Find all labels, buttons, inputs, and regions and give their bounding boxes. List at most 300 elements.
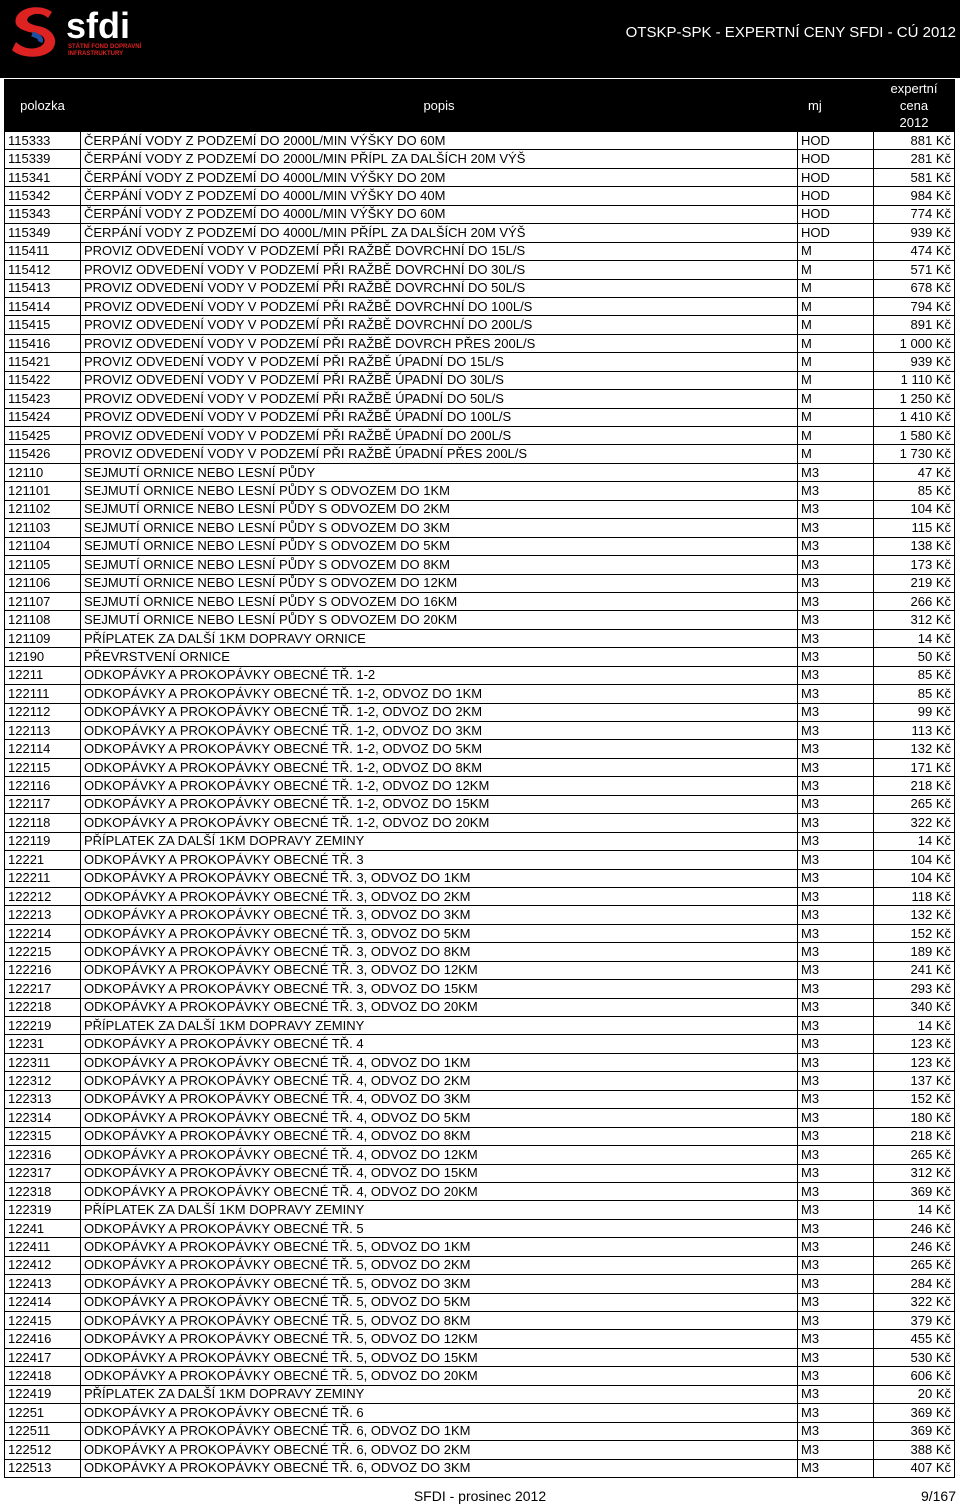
cell-unit: M3 (798, 1164, 874, 1182)
cell-desc: PROVIZ ODVEDENÍ VODY V PODZEMÍ PŘI RAŽBĚ DOVRCHNÍ DO 30L/S (81, 261, 798, 279)
cell-desc: ODKOPÁVKY A PROKOPÁVKY OBECNÉ TŘ. 4, ODVOZ DO 5KM (81, 1109, 798, 1127)
table-row (5, 666, 955, 684)
cell-code: 122212 (5, 887, 81, 905)
cell-unit: M3 (798, 961, 874, 979)
cell-unit: M3 (798, 777, 874, 795)
cell-price: 322 Kč (874, 1293, 955, 1311)
logo-wordmark: sfdi (66, 5, 131, 46)
cell-price: 14 Kč (874, 832, 955, 850)
cell-price: 284 Kč (874, 1275, 955, 1293)
table-row (5, 519, 955, 537)
cell-price: 606 Kč (874, 1367, 955, 1385)
cell-desc: ODKOPÁVKY A PROKOPÁVKY OBECNÉ TŘ. 6, ODVOZ DO 1KM (81, 1422, 798, 1440)
cell-desc: PROVIZ ODVEDENÍ VODY V PODZEMÍ PŘI RAŽBĚ DOVRCHNÍ DO 200L/S (81, 316, 798, 334)
cell-code: 122112 (5, 703, 81, 721)
cell-unit: M3 (798, 1312, 874, 1330)
cell-unit: M3 (798, 832, 874, 850)
cell-price: 891 Kč (874, 316, 955, 334)
cell-price: 678 Kč (874, 279, 955, 297)
page-header (0, 0, 960, 78)
cell-unit: M3 (798, 998, 874, 1016)
cell-code: 115425 (5, 427, 81, 445)
cell-code: 12221 (5, 851, 81, 869)
cell-desc: PROVIZ ODVEDENÍ VODY V PODZEMÍ PŘI RAŽBĚ DOVRCH PŘES 200L/S (81, 334, 798, 352)
cell-price: 312 Kč (874, 611, 955, 629)
cell-desc: ODKOPÁVKY A PROKOPÁVKY OBECNÉ TŘ. 3, ODVOZ DO 8KM (81, 943, 798, 961)
cell-unit: M (798, 279, 874, 297)
table-row (5, 924, 955, 942)
table-row (5, 943, 955, 961)
cell-price: 14 Kč (874, 1017, 955, 1035)
table-row (5, 1441, 955, 1459)
cell-code: 122412 (5, 1256, 81, 1274)
table-row (5, 1072, 955, 1090)
cell-desc: ODKOPÁVKY A PROKOPÁVKY OBECNÉ TŘ. 4 (81, 1035, 798, 1053)
cell-price: 219 Kč (874, 574, 955, 592)
table-row (5, 1459, 955, 1477)
table-row (5, 777, 955, 795)
table-row (5, 242, 955, 260)
cell-price: 14 Kč (874, 629, 955, 647)
cell-price: 939 Kč (874, 353, 955, 371)
cell-unit: M3 (798, 1348, 874, 1366)
col-header-desc: popis (81, 80, 798, 132)
cell-desc: PŘÍPLATEK ZA DALŠÍ 1KM DOPRAVY ORNICE (81, 629, 798, 647)
cell-code: 122415 (5, 1312, 81, 1330)
cell-unit: M3 (798, 1459, 874, 1477)
table-row (5, 851, 955, 869)
cell-unit: M3 (798, 592, 874, 610)
cell-code: 122214 (5, 924, 81, 942)
cell-price: 123 Kč (874, 1035, 955, 1053)
table-row (5, 463, 955, 481)
cell-desc: PROVIZ ODVEDENÍ VODY V PODZEMÍ PŘI RAŽBĚ ÚPADNÍ DO 100L/S (81, 408, 798, 426)
cell-code: 122219 (5, 1017, 81, 1035)
cell-price: 85 Kč (874, 482, 955, 500)
cell-price: 104 Kč (874, 869, 955, 887)
cell-price: 20 Kč (874, 1385, 955, 1403)
table-row (5, 887, 955, 905)
cell-price: 571 Kč (874, 261, 955, 279)
cell-code: 115415 (5, 316, 81, 334)
cell-unit: M (798, 261, 874, 279)
cell-price: 340 Kč (874, 998, 955, 1016)
cell-unit: M3 (798, 1109, 874, 1127)
table-row (5, 1182, 955, 1200)
cell-desc: ODKOPÁVKY A PROKOPÁVKY OBECNÉ TŘ. 5, ODVOZ DO 15KM (81, 1348, 798, 1366)
cell-code: 115416 (5, 334, 81, 352)
cell-price: 369 Kč (874, 1422, 955, 1440)
cell-desc: SEJMUTÍ ORNICE NEBO LESNÍ PŮDY S ODVOZEM DO 3KM (81, 519, 798, 537)
table-row (5, 906, 955, 924)
cell-unit: M (798, 242, 874, 260)
cell-desc: PŘÍPLATEK ZA DALŠÍ 1KM DOPRAVY ZEMINY (81, 1385, 798, 1403)
cell-price: 152 Kč (874, 1090, 955, 1108)
cell-price: 1 580 Kč (874, 427, 955, 445)
table-row (5, 980, 955, 998)
cell-desc: ČERPÁNÍ VODY Z PODZEMÍ DO 4000L/MIN VÝŠKY DO 40M (81, 187, 798, 205)
cell-desc: ODKOPÁVKY A PROKOPÁVKY OBECNÉ TŘ. 6, ODVOZ DO 3KM (81, 1459, 798, 1477)
cell-code: 122119 (5, 832, 81, 850)
cell-desc: SEJMUTÍ ORNICE NEBO LESNÍ PŮDY (81, 463, 798, 481)
cell-unit: M3 (798, 722, 874, 740)
cell-unit: M (798, 427, 874, 445)
cell-unit: M3 (798, 500, 874, 518)
cell-desc: ODKOPÁVKY A PROKOPÁVKY OBECNÉ TŘ. 3, ODVOZ DO 12KM (81, 961, 798, 979)
cell-code: 122218 (5, 998, 81, 1016)
cell-price: 104 Kč (874, 500, 955, 518)
table-header-row (5, 80, 955, 132)
cell-code: 115421 (5, 353, 81, 371)
table-row (5, 1053, 955, 1071)
cell-desc: ODKOPÁVKY A PROKOPÁVKY OBECNÉ TŘ. 1-2, ODVOZ DO 12KM (81, 777, 798, 795)
cell-unit: HOD (798, 132, 874, 150)
cell-price: 137 Kč (874, 1072, 955, 1090)
cell-desc: PROVIZ ODVEDENÍ VODY V PODZEMÍ PŘI RAŽBĚ ÚPADNÍ DO 15L/S (81, 353, 798, 371)
cell-unit: M3 (798, 1330, 874, 1348)
cell-desc: ODKOPÁVKY A PROKOPÁVKY OBECNÉ TŘ. 3, ODVOZ DO 20KM (81, 998, 798, 1016)
cell-code: 121102 (5, 500, 81, 518)
cell-desc: ODKOPÁVKY A PROKOPÁVKY OBECNÉ TŘ. 1-2, ODVOZ DO 15KM (81, 795, 798, 813)
cell-desc: ODKOPÁVKY A PROKOPÁVKY OBECNÉ TŘ. 3, ODVOZ DO 15KM (81, 980, 798, 998)
price-table (4, 79, 955, 1478)
cell-price: 218 Kč (874, 1127, 955, 1145)
cell-code: 115349 (5, 224, 81, 242)
cell-unit: M3 (798, 1146, 874, 1164)
table-row (5, 648, 955, 666)
cell-unit: M3 (798, 537, 874, 555)
cell-price: 104 Kč (874, 851, 955, 869)
cell-code: 122416 (5, 1330, 81, 1348)
cell-unit: M3 (798, 629, 874, 647)
cell-desc: ODKOPÁVKY A PROKOPÁVKY OBECNÉ TŘ. 1-2 (81, 666, 798, 684)
cell-price: 180 Kč (874, 1109, 955, 1127)
cell-price: 407 Kč (874, 1459, 955, 1477)
cell-desc: PROVIZ ODVEDENÍ VODY V PODZEMÍ PŘI RAŽBĚ ÚPADNÍ DO 200L/S (81, 427, 798, 445)
cell-unit: M3 (798, 1201, 874, 1219)
cell-unit: M3 (798, 1441, 874, 1459)
cell-desc: ODKOPÁVKY A PROKOPÁVKY OBECNÉ TŘ. 3, ODVOZ DO 1KM (81, 869, 798, 887)
cell-code: 122314 (5, 1109, 81, 1127)
cell-unit: HOD (798, 168, 874, 186)
cell-unit: M3 (798, 1238, 874, 1256)
table-row (5, 832, 955, 850)
cell-desc: ČERPÁNÍ VODY Z PODZEMÍ DO 4000L/MIN PŘÍPL ZA DALŠÍCH 20M VÝŠ (81, 224, 798, 242)
cell-desc: ODKOPÁVKY A PROKOPÁVKY OBECNÉ TŘ. 4, ODVOZ DO 2KM (81, 1072, 798, 1090)
cell-unit: M3 (798, 556, 874, 574)
cell-price: 173 Kč (874, 556, 955, 574)
table-row (5, 316, 955, 334)
table-row (5, 408, 955, 426)
cell-unit: M3 (798, 519, 874, 537)
cell-desc: ODKOPÁVKY A PROKOPÁVKY OBECNÉ TŘ. 3 (81, 851, 798, 869)
cell-code: 122316 (5, 1146, 81, 1164)
cell-price: 246 Kč (874, 1238, 955, 1256)
table-row (5, 1275, 955, 1293)
cell-price: 281 Kč (874, 150, 955, 168)
table-row (5, 592, 955, 610)
table-row (5, 574, 955, 592)
cell-desc: PŘÍPLATEK ZA DALŠÍ 1KM DOPRAVY ZEMINY (81, 832, 798, 850)
cell-code: 121109 (5, 629, 81, 647)
cell-code: 115413 (5, 279, 81, 297)
cell-price: 388 Kč (874, 1441, 955, 1459)
cell-desc: ODKOPÁVKY A PROKOPÁVKY OBECNÉ TŘ. 4, ODVOZ DO 3KM (81, 1090, 798, 1108)
table-row (5, 445, 955, 463)
cell-price: 1 410 Kč (874, 408, 955, 426)
cell-desc: ODKOPÁVKY A PROKOPÁVKY OBECNÉ TŘ. 6 (81, 1404, 798, 1422)
cell-code: 122511 (5, 1422, 81, 1440)
cell-unit: M3 (798, 1275, 874, 1293)
cell-price: 218 Kč (874, 777, 955, 795)
cell-price: 113 Kč (874, 722, 955, 740)
table-row (5, 334, 955, 352)
cell-price: 99 Kč (874, 703, 955, 721)
cell-desc: ODKOPÁVKY A PROKOPÁVKY OBECNÉ TŘ. 1-2, ODVOZ DO 3KM (81, 722, 798, 740)
cell-unit: HOD (798, 224, 874, 242)
table-row (5, 353, 955, 371)
cell-code: 115426 (5, 445, 81, 463)
cell-unit: M3 (798, 1293, 874, 1311)
cell-code: 115423 (5, 390, 81, 408)
cell-desc: SEJMUTÍ ORNICE NEBO LESNÍ PŮDY S ODVOZEM DO 8KM (81, 556, 798, 574)
cell-code: 115411 (5, 242, 81, 260)
cell-price: 265 Kč (874, 795, 955, 813)
cell-unit: M3 (798, 1035, 874, 1053)
cell-unit: M3 (798, 685, 874, 703)
cell-unit: M (798, 371, 874, 389)
col-header-price-line2: 2012 (899, 115, 929, 130)
table-row (5, 1219, 955, 1237)
cell-price: 152 Kč (874, 924, 955, 942)
cell-desc: PROVIZ ODVEDENÍ VODY V PODZEMÍ PŘI RAŽBĚ DOVRCHNÍ DO 15L/S (81, 242, 798, 260)
cell-desc: ODKOPÁVKY A PROKOPÁVKY OBECNÉ TŘ. 4, ODVOZ DO 8KM (81, 1127, 798, 1145)
cell-desc: ODKOPÁVKY A PROKOPÁVKY OBECNÉ TŘ. 5, ODVOZ DO 3KM (81, 1275, 798, 1293)
cell-unit: M3 (798, 1404, 874, 1422)
table-row (5, 150, 955, 168)
table-row (5, 500, 955, 518)
cell-unit: M3 (798, 1219, 874, 1237)
cell-code: 115339 (5, 150, 81, 168)
cell-unit: M (798, 445, 874, 463)
cell-desc: ODKOPÁVKY A PROKOPÁVKY OBECNÉ TŘ. 4, ODVOZ DO 1KM (81, 1053, 798, 1071)
table-row (5, 722, 955, 740)
cell-price: 171 Kč (874, 758, 955, 776)
table-row (5, 1367, 955, 1385)
table-row (5, 537, 955, 555)
cell-desc: ODKOPÁVKY A PROKOPÁVKY OBECNÉ TŘ. 3, ODVOZ DO 2KM (81, 887, 798, 905)
cell-desc: ODKOPÁVKY A PROKOPÁVKY OBECNÉ TŘ. 1-2, ODVOZ DO 5KM (81, 740, 798, 758)
table-row (5, 1422, 955, 1440)
cell-code: 121106 (5, 574, 81, 592)
cell-desc: SEJMUTÍ ORNICE NEBO LESNÍ PŮDY S ODVOZEM DO 16KM (81, 592, 798, 610)
cell-unit: M3 (798, 758, 874, 776)
cell-unit: M3 (798, 648, 874, 666)
cell-price: 14 Kč (874, 1201, 955, 1219)
table-row (5, 814, 955, 832)
cell-price: 1 110 Kč (874, 371, 955, 389)
cell-code: 12110 (5, 463, 81, 481)
cell-unit: M3 (798, 814, 874, 832)
cell-desc: SEJMUTÍ ORNICE NEBO LESNÍ PŮDY S ODVOZEM DO 1KM (81, 482, 798, 500)
table-row (5, 611, 955, 629)
cell-desc: SEJMUTÍ ORNICE NEBO LESNÍ PŮDY S ODVOZEM DO 2KM (81, 500, 798, 518)
cell-price: 265 Kč (874, 1256, 955, 1274)
cell-unit: M3 (798, 1072, 874, 1090)
cell-desc: ODKOPÁVKY A PROKOPÁVKY OBECNÉ TŘ. 1-2, ODVOZ DO 20KM (81, 814, 798, 832)
cell-price: 474 Kč (874, 242, 955, 260)
cell-desc: ODKOPÁVKY A PROKOPÁVKY OBECNÉ TŘ. 1-2, ODVOZ DO 1KM (81, 685, 798, 703)
table-row (5, 961, 955, 979)
table-row (5, 1017, 955, 1035)
cell-price: 85 Kč (874, 685, 955, 703)
table-row (5, 1127, 955, 1145)
sfdi-logo (8, 4, 148, 62)
cell-code: 122311 (5, 1053, 81, 1071)
cell-unit: M3 (798, 703, 874, 721)
cell-price: 241 Kč (874, 961, 955, 979)
cell-unit: HOD (798, 187, 874, 205)
cell-code: 122513 (5, 1459, 81, 1477)
cell-code: 115341 (5, 168, 81, 186)
cell-desc: ČERPÁNÍ VODY Z PODZEMÍ DO 2000L/MIN VÝŠKY DO 60M (81, 132, 798, 150)
table-row (5, 556, 955, 574)
table-row (5, 187, 955, 205)
table-row (5, 998, 955, 1016)
cell-desc: PROVIZ ODVEDENÍ VODY V PODZEMÍ PŘI RAŽBĚ DOVRCHNÍ DO 100L/S (81, 297, 798, 315)
cell-unit: M3 (798, 924, 874, 942)
cell-unit: M3 (798, 1367, 874, 1385)
cell-desc: ODKOPÁVKY A PROKOPÁVKY OBECNÉ TŘ. 1-2, ODVOZ DO 8KM (81, 758, 798, 776)
cell-desc: ODKOPÁVKY A PROKOPÁVKY OBECNÉ TŘ. 3, ODVOZ DO 3KM (81, 906, 798, 924)
table-row (5, 279, 955, 297)
table-row (5, 297, 955, 315)
cell-code: 121103 (5, 519, 81, 537)
cell-code: 122313 (5, 1090, 81, 1108)
table-row (5, 1035, 955, 1053)
cell-unit: M (798, 408, 874, 426)
cell-price: 246 Kč (874, 1219, 955, 1237)
cell-code: 121108 (5, 611, 81, 629)
cell-unit: M3 (798, 463, 874, 481)
cell-unit: M3 (798, 869, 874, 887)
cell-code: 12241 (5, 1219, 81, 1237)
cell-code: 122213 (5, 906, 81, 924)
cell-unit: M3 (798, 1017, 874, 1035)
cell-price: 265 Kč (874, 1146, 955, 1164)
cell-unit: M3 (798, 1127, 874, 1145)
cell-desc: PŘEVRSTVENÍ ORNICE (81, 648, 798, 666)
col-header-code: polozka (5, 80, 81, 132)
cell-unit: M3 (798, 574, 874, 592)
table-row (5, 703, 955, 721)
table-row (5, 261, 955, 279)
cell-price: 50 Kč (874, 648, 955, 666)
table-row (5, 1348, 955, 1366)
cell-desc: ODKOPÁVKY A PROKOPÁVKY OBECNÉ TŘ. 4, ODVOZ DO 15KM (81, 1164, 798, 1182)
cell-desc: ODKOPÁVKY A PROKOPÁVKY OBECNÉ TŘ. 5, ODVOZ DO 20KM (81, 1367, 798, 1385)
cell-desc: PŘÍPLATEK ZA DALŠÍ 1KM DOPRAVY ZEMINY (81, 1017, 798, 1035)
cell-code: 122317 (5, 1164, 81, 1182)
table-row (5, 1109, 955, 1127)
cell-code: 115412 (5, 261, 81, 279)
table-row (5, 1385, 955, 1403)
table-row (5, 1256, 955, 1274)
cell-desc: PŘÍPLATEK ZA DALŠÍ 1KM DOPRAVY ZEMINY (81, 1201, 798, 1219)
cell-desc: ODKOPÁVKY A PROKOPÁVKY OBECNÉ TŘ. 3, ODVOZ DO 5KM (81, 924, 798, 942)
cell-price: 293 Kč (874, 980, 955, 998)
cell-unit: M3 (798, 1182, 874, 1200)
cell-code: 122312 (5, 1072, 81, 1090)
cell-code: 121104 (5, 537, 81, 555)
table-row (5, 1238, 955, 1256)
logo-subtext: STÁTNÍ FOND DOPRAVNÍ INFRASTRUKTURY (68, 44, 142, 57)
cell-price: 984 Kč (874, 187, 955, 205)
cell-price: 581 Kč (874, 168, 955, 186)
cell-code: 122512 (5, 1441, 81, 1459)
cell-code: 122315 (5, 1127, 81, 1145)
table-row (5, 224, 955, 242)
sfdi-logo-mark-icon (8, 4, 62, 60)
cell-code: 12190 (5, 648, 81, 666)
table-row (5, 205, 955, 223)
cell-unit: M (798, 334, 874, 352)
cell-desc: ODKOPÁVKY A PROKOPÁVKY OBECNÉ TŘ. 5, ODVOZ DO 8KM (81, 1312, 798, 1330)
cell-unit: M3 (798, 943, 874, 961)
cell-price: 1 000 Kč (874, 334, 955, 352)
cell-code: 12231 (5, 1035, 81, 1053)
cell-unit: M3 (798, 906, 874, 924)
cell-desc: ČERPÁNÍ VODY Z PODZEMÍ DO 2000L/MIN PŘÍPL ZA DALŠÍCH 20M VÝŠ (81, 150, 798, 168)
table-row (5, 740, 955, 758)
cell-code: 115414 (5, 297, 81, 315)
table-row (5, 427, 955, 445)
cell-unit: M (798, 297, 874, 315)
cell-code: 12251 (5, 1404, 81, 1422)
cell-price: 47 Kč (874, 463, 955, 481)
cell-desc: ODKOPÁVKY A PROKOPÁVKY OBECNÉ TŘ. 5 (81, 1219, 798, 1237)
cell-price: 132 Kč (874, 906, 955, 924)
cell-unit: M (798, 353, 874, 371)
cell-code: 115343 (5, 205, 81, 223)
cell-unit: HOD (798, 205, 874, 223)
cell-code: 122113 (5, 722, 81, 740)
cell-price: 115 Kč (874, 519, 955, 537)
cell-price: 1 730 Kč (874, 445, 955, 463)
table-row (5, 1330, 955, 1348)
cell-desc: ODKOPÁVKY A PROKOPÁVKY OBECNÉ TŘ. 5, ODVOZ DO 2KM (81, 1256, 798, 1274)
cell-desc: ODKOPÁVKY A PROKOPÁVKY OBECNÉ TŘ. 5, ODVOZ DO 12KM (81, 1330, 798, 1348)
cell-price: 266 Kč (874, 592, 955, 610)
cell-desc: ODKOPÁVKY A PROKOPÁVKY OBECNÉ TŘ. 5, ODVOZ DO 5KM (81, 1293, 798, 1311)
cell-unit: HOD (798, 150, 874, 168)
cell-price: 379 Kč (874, 1312, 955, 1330)
cell-unit: M3 (798, 666, 874, 684)
cell-price: 455 Kč (874, 1330, 955, 1348)
cell-code: 115422 (5, 371, 81, 389)
col-header-price-line1: expertní cena (890, 81, 938, 113)
cell-code: 122114 (5, 740, 81, 758)
cell-code: 122318 (5, 1182, 81, 1200)
table-row (5, 1164, 955, 1182)
cell-desc: PROVIZ ODVEDENÍ VODY V PODZEMÍ PŘI RAŽBĚ ÚPADNÍ PŘES 200L/S (81, 445, 798, 463)
cell-unit: M3 (798, 1422, 874, 1440)
cell-desc: ODKOPÁVKY A PROKOPÁVKY OBECNÉ TŘ. 4, ODVOZ DO 12KM (81, 1146, 798, 1164)
cell-unit: M3 (798, 611, 874, 629)
table-row (5, 685, 955, 703)
cell-price: 322 Kč (874, 814, 955, 832)
cell-price: 939 Kč (874, 224, 955, 242)
